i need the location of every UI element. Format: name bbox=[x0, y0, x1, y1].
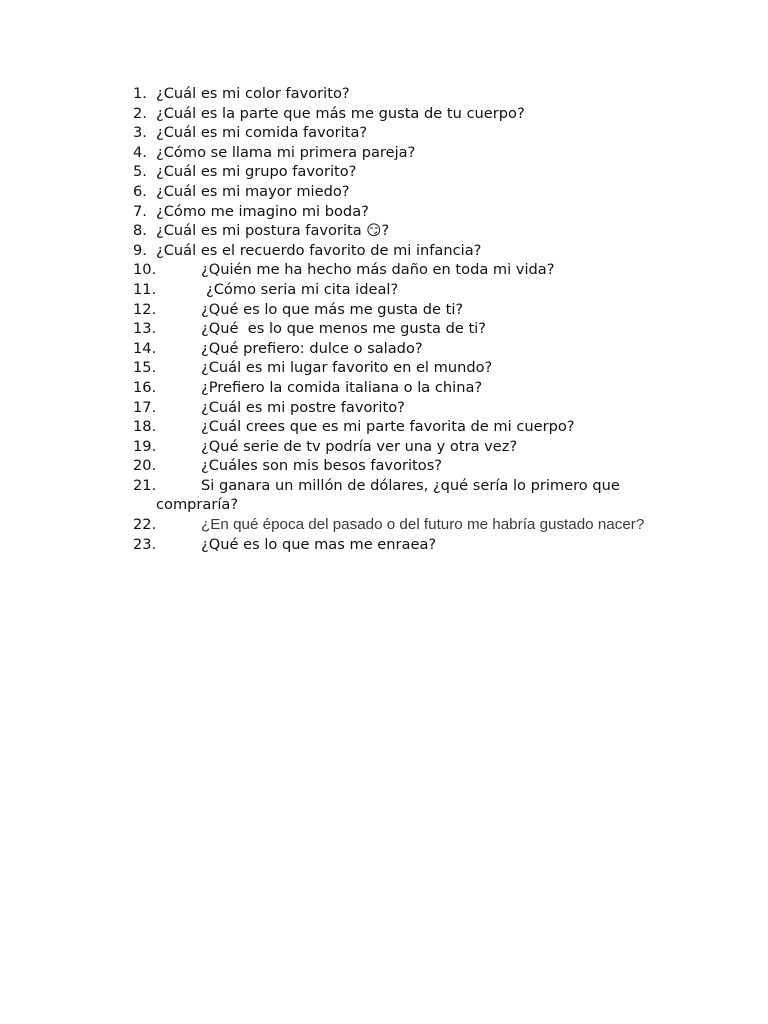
list-item bbox=[133, 319, 653, 339]
list-item bbox=[133, 84, 653, 104]
item-text: ¿Cuál es mi color favorito? bbox=[156, 85, 350, 102]
item-text: ¿Cuál es la parte que más me gusta de tu cuerpo? bbox=[156, 104, 525, 122]
item-text: ¿En qué época del pasado o del futuro me habría gustado nacer? bbox=[201, 516, 645, 534]
item-text: ¿Qué prefiero: dulce o salado? bbox=[201, 339, 423, 357]
item-number: 1. bbox=[133, 85, 147, 102]
item-text: ¿Cómo se llama mi primera pareja? bbox=[156, 143, 416, 161]
item-text: ¿Quién me ha hecho más daño en toda mi vida? bbox=[201, 261, 555, 279]
item-number: 23. bbox=[133, 535, 157, 553]
list-item bbox=[133, 280, 653, 300]
item-number: 18. bbox=[133, 418, 157, 436]
item-number: 8. bbox=[133, 222, 147, 240]
item-number: 10. bbox=[133, 261, 157, 279]
item-text: ¿Qué es lo que mas me enraea? bbox=[201, 535, 437, 553]
item-number: 14. bbox=[133, 339, 157, 357]
item-text: ¿Qué es lo que menos me gusta de ti? bbox=[201, 320, 486, 338]
list-item bbox=[133, 378, 653, 398]
list-item bbox=[133, 123, 653, 143]
item-text: ¿Cuáles son mis besos favoritos? bbox=[201, 457, 443, 475]
item-number: 20. bbox=[133, 457, 157, 475]
item-number: 13. bbox=[133, 320, 157, 338]
item-number: 7. bbox=[133, 202, 147, 220]
item-number: 17. bbox=[133, 398, 157, 416]
list-item bbox=[133, 515, 653, 535]
item-number: 4. bbox=[133, 143, 147, 161]
item-text: ¿Cuál es mi mayor miedo? bbox=[156, 182, 350, 200]
list-item bbox=[133, 417, 653, 437]
item-number: 15. bbox=[133, 359, 157, 377]
list-item bbox=[133, 202, 653, 222]
list-item bbox=[133, 456, 653, 476]
list-item bbox=[133, 182, 653, 202]
item-text: ¿Cómo me imagino mi boda? bbox=[156, 202, 369, 220]
item-text: ¿Cuál es mi lugar favorito en el mundo? bbox=[201, 359, 493, 377]
list-item bbox=[133, 437, 653, 457]
item-number: 5. bbox=[133, 163, 147, 181]
item-number: 12. bbox=[133, 300, 157, 318]
item-text: ¿Cuál es el recuerdo favorito de mi infancia? bbox=[156, 241, 482, 259]
item-text: ¿Cuál es mi postura favorita 😏? bbox=[156, 222, 390, 240]
item-text: ¿Qué es lo que más me gusta de ti? bbox=[201, 300, 464, 318]
item-number: 16. bbox=[133, 378, 157, 396]
item-text: ¿Qué serie de tv podría ver una y otra vez? bbox=[201, 437, 518, 455]
item-number: 19. bbox=[133, 437, 157, 455]
list-item bbox=[133, 398, 653, 418]
list-item bbox=[133, 300, 653, 320]
list-item bbox=[133, 143, 653, 163]
item-number: 11. bbox=[133, 280, 157, 298]
item-number: 2. bbox=[133, 104, 147, 122]
item-text: ¿Prefiero la comida italiana o la china? bbox=[201, 378, 483, 396]
item-number: 6. bbox=[133, 182, 147, 200]
list-item bbox=[133, 260, 653, 280]
list-item bbox=[133, 221, 653, 241]
item-number: 9. bbox=[133, 241, 147, 259]
list-item bbox=[133, 339, 653, 359]
list-item bbox=[133, 241, 653, 261]
item-text: ¿Cómo seria mi cita ideal? bbox=[206, 280, 399, 298]
item-text: ¿Cuál es mi grupo favorito? bbox=[156, 163, 357, 181]
item-text: ¿Cuál es mi postre favorito? bbox=[201, 398, 405, 416]
item-text: ¿Cuál crees que es mi parte favorita de mi cuerpo? bbox=[201, 418, 575, 436]
item-text: ¿Cuál es mi comida favorita? bbox=[156, 124, 368, 142]
item-text: Si ganara un millón de dólares, ¿qué sería lo primero que compraría? bbox=[156, 476, 620, 514]
list-item bbox=[133, 358, 653, 378]
list-item bbox=[133, 476, 653, 515]
item-number: 21. bbox=[133, 476, 157, 494]
question-list bbox=[133, 84, 653, 554]
item-number: 3. bbox=[133, 124, 147, 142]
item-number: 22. bbox=[133, 516, 157, 534]
list-item bbox=[133, 104, 653, 124]
list-item bbox=[133, 535, 653, 555]
list-item bbox=[133, 162, 653, 182]
